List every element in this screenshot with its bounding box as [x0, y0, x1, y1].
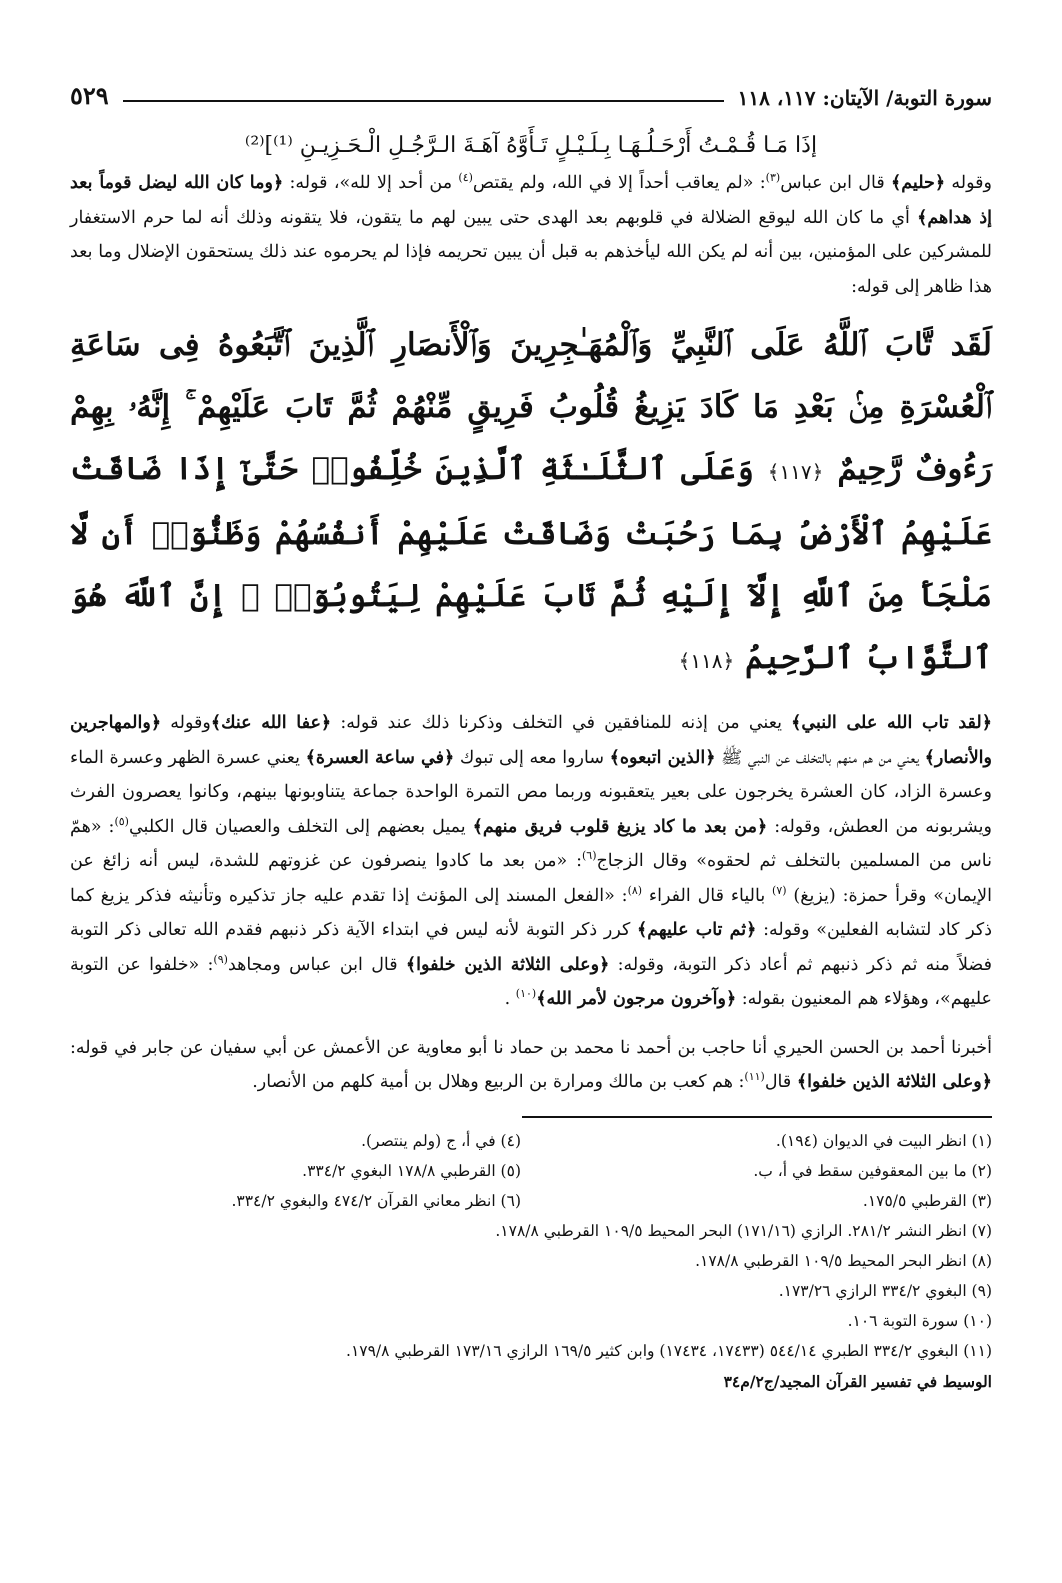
footnote-ref: (٦) [581, 849, 597, 863]
footnote-ref: (٤) [458, 171, 473, 185]
text-run: قال ابن عباس ومجاهد [227, 954, 406, 975]
quran-verse-117: لَقَد تَّابَ ٱللَّهُ عَلَى ٱلنَّبِيِّ وَٱلْمُهَـٰجِرِينَ وَٱلْأَنصَارِ ٱلَّذِينَ ٱتَّبَعُوهُ فِى سَاعَةِ ٱلْعُسْرَةِ مِنۢ بَعْدِ مَا كَادَ يَزِيغُ قُلُوبُ فَرِيقٍ مِّنْهُمْ ثُمَّ تَابَ عَلَيْهِمْ ۚ إِنَّهُۥ بِهِمْ رَءُوفٌ رَّحِيمٌ [70, 327, 992, 487]
text-run: . [504, 989, 516, 1009]
footnote-ref: (٩) [213, 952, 228, 966]
footnote-6: (٦) انظر معاني القرآن ٤٧٤/٢ والبغوي ٣٣٤/٢. [231, 1191, 521, 1210]
text-run: : «الفعل المسند إلى المؤنث إذا تقدم عليه جاز تذكيره وتأنيثه فذكر يزيغ كما ذكر كاد لتشابه الفعلين» وقوله: [70, 885, 992, 940]
footnote-ref: (٣) [765, 171, 781, 185]
text-run: يعني من إذنه للمنافقين في التخلف وذكرنا ذلك عند قوله: [331, 713, 792, 733]
text-run: : «من بعد ما كادوا ينصرفون عن غزوتهم للشدة، ليس أنه زائغ عن الإيمان» وقرأ حمزة: (يزيغ) [70, 851, 992, 906]
quoted-phrase: ﴿والمهاجرين والأنصار﴾ [70, 713, 992, 768]
text-run: : «لم يعاقب أحداً إلا في الله، ولم يقتص [472, 173, 766, 193]
quran-verse-118: وَعَلَى ٱلثَّلَـٰثَةِ ٱلَّذِينَ خُلِّفُوا۟ حَتَّىٰٓ إِذَا ضَاقَتْ عَلَيْهِمُ ٱلْأَرْضُ بِمَا رَحُبَتْ وَضَاقَتْ عَلَيْهِمْ أَنفُسُهُمْ وَظَنُّوٓا۟ أَن لَّا مَلْجَأَ مِنَ ٱللَّهِ إِلَّآ إِلَيْهِ ثُمَّ تَابَ عَلَيْهِمْ لِيَتُوبُوٓا۟ ۚ إِنَّ ٱللَّهَ هُوَ ٱلتَّوَّابُ ٱلرَّحِيمُ [70, 451, 992, 676]
quoted-phrase: ﴿وعلى الثلاثة الذين خلفوا﴾ [405, 954, 610, 975]
footnotes [70, 1126, 992, 1366]
footnote-ref: (٥) [114, 814, 129, 828]
text-run: ساروا معه إلى تبوك [454, 747, 610, 768]
book-footer: الوسيط في تفسير القرآن المجيد/ج٢/م٣٤ [723, 1371, 992, 1391]
text-run: : «خلفوا عن التوبة عليهم»، وهؤلاء هم المعنيون بقوله: [70, 954, 992, 1009]
text-run: قال ابن عباس [780, 173, 892, 193]
commentary-paragraph-1 [70, 166, 992, 304]
footnote-4: (٤) في أ، ج (ولم ينتصر). [361, 1131, 521, 1150]
quoted-phrase: ﴿عفا الله عنك﴾ [210, 713, 332, 733]
header-title: سورة التوبة/ الآيتان: ١١٧، ١١٨ [737, 86, 992, 110]
quran-verses [70, 314, 992, 692]
text-run: قال [764, 1072, 797, 1092]
footnotes-two-column [70, 1126, 992, 1216]
footnote-2: (٢) ما بين المعقوفين سقط في أ، ب. [753, 1161, 992, 1180]
page-number: ٥٢٩ [70, 81, 109, 110]
text-run: من أحد إلا لله»، قوله: [283, 173, 459, 193]
poem-text: إذَا مَـا قُـمْـتُ أَرْحَـلُـهَـا بِـلَـيْـلٍ تَـأَوَّهُ آهَـةَ الـرَّجُـلِ الْـحَـزِيـنِ [299, 133, 818, 158]
commentary-paragraph-2 [70, 706, 992, 1017]
footnote-8: (٨) انظر البحر المحيط ١٠٩/٥ القرطبي ١٧٨/٨. [695, 1251, 992, 1270]
ayah-number-117: ﴿١١٧﴾ [767, 460, 824, 484]
text-run: يعني من هم منهم بالتخلف عن النبي ﷺ [715, 747, 925, 768]
text-run: وقوله [945, 173, 992, 193]
running-header [70, 72, 992, 110]
poem-verse [70, 126, 992, 166]
quoted-phrase: ﴿حليم﴾ [891, 173, 946, 193]
header-rule [123, 100, 724, 102]
footnote-11: (١١) البغوي ٣٣٤/٢ الطبري ٥٤٤/١٤ (١٧٤٣٣، ١٧٤٣٤) وابن كثير ١٦٩/٥ الرازي ١٧٣/١٦ القرطبي ١٧٩/٨. [346, 1341, 992, 1360]
footnote-1: (١) انظر البيت في الديوان (١٩٤). [775, 1131, 992, 1150]
text-run: : «همّ ناس من المسلمين بالتخلف ثم لحقوه» وقال الزجاج [70, 816, 992, 871]
footnote-separator-wrap [70, 1100, 992, 1126]
quoted-phrase: ﴿في ساعة العسرة﴾ [305, 747, 455, 768]
footnote-5: (٥) القرطبي ١٧٨/٨ البغوي ٣٣٤/٢. [302, 1161, 521, 1180]
footnote-7: (٧) انظر النشر ٢٨١/٢. الرازي (١٧١/١٦) البحر المحيط ١٠٩/٥ القرطبي ١٧٨/٨. [495, 1221, 992, 1240]
text-run: أي ما كان الله ليوقع الضلالة في قلوبهم بعد الهدى حتى يبين لهم ما يتقون، فلا يتقونه وذلك أنه لما حرم الاستغفار للمشركين على المؤمنين، بين أنه لم يكن الله ليأخذهم به قبل أن يبين تحريمه فإذا لم يحرموه عند ذلك يستحقون الإضلال وما بعد هذا ظاهر إلى قوله: [70, 207, 992, 297]
quoted-phrase: ﴿لقد تاب الله على النبي﴾ [791, 713, 992, 733]
quoted-phrase: ﴿وعلى الثلاثة الذين خلفوا﴾ [796, 1072, 992, 1092]
footnote-ref: (١١) [744, 1070, 765, 1084]
text-run: كرر ذكر التوبة لأنه ليس في ابتداء الآية ذكر ذنبهم فقدم الله تعالى ذكر التوبة فضلاً منه ثم ذكر ذنبهم ثم أعاد ذكر التوبة، وقوله: [70, 920, 992, 975]
commentary-paragraph-3 [70, 1031, 992, 1100]
quoted-phrase: ﴿الذين اتبعوه﴾ [609, 747, 716, 768]
poem-refs: ⁽¹⁾]⁽²⁾ [244, 133, 293, 158]
quoted-phrase: ﴿ثم تاب عليهم﴾ [637, 920, 757, 940]
ayah-number-118: ﴿١١٨﴾ [678, 649, 735, 673]
footnote-ref: (١٠) [515, 987, 537, 1001]
quoted-phrase: ﴿وآخرون مرجون لأمر الله﴾ [536, 989, 737, 1009]
footnote-separator [522, 1116, 992, 1118]
text-run: يعني عسرة الظهر وعسرة الماء وعسرة الزاد، كان العشرة يخرجون على بعير يتعقبونه وربما مص التمرة الواحدة جماعة يتناوبونها بينهم، وكانوا يعصرون الفرث ويشربونه من العطش، وقوله: [70, 747, 992, 837]
footnote-10: (١٠) سورة التوبة ١٠٦. [847, 1311, 992, 1330]
footnote-9: (٩) البغوي ٣٣٤/٢ الرازي ١٧٣/٢٦. [778, 1281, 992, 1300]
text-run: أخبرنا أحمد بن الحسن الحيري أنا حاجب بن أحمد نا محمد بن حماد نا أبو معاوية عن الأعمش عن أبي سفيان عن جابر في قوله: [70, 1037, 992, 1058]
text-run: بالياء قال الفراء [642, 885, 773, 906]
footnote-ref: (٨) [627, 883, 643, 897]
footnote-3: (٣) القرطبي ١٧٥/٥. [862, 1191, 992, 1210]
quoted-phrase: ﴿وما كان الله ليضل قوماً بعد إذ هداهم﴾ [70, 173, 992, 228]
text-run: : هم كعب بن مالك ومرارة بن الربيع وهلال بن أمية كلهم من الأنصار. [252, 1072, 745, 1092]
text-run: وقوله [161, 713, 211, 733]
quoted-phrase: ﴿من بعد ما كاد يزيغ قلوب فريق منهم﴾ [472, 816, 768, 837]
footnote-ref: (٧) [772, 883, 787, 897]
text-run: يميل بعضهم إلى التخلف والعصيان قال الكلبي [128, 816, 473, 837]
